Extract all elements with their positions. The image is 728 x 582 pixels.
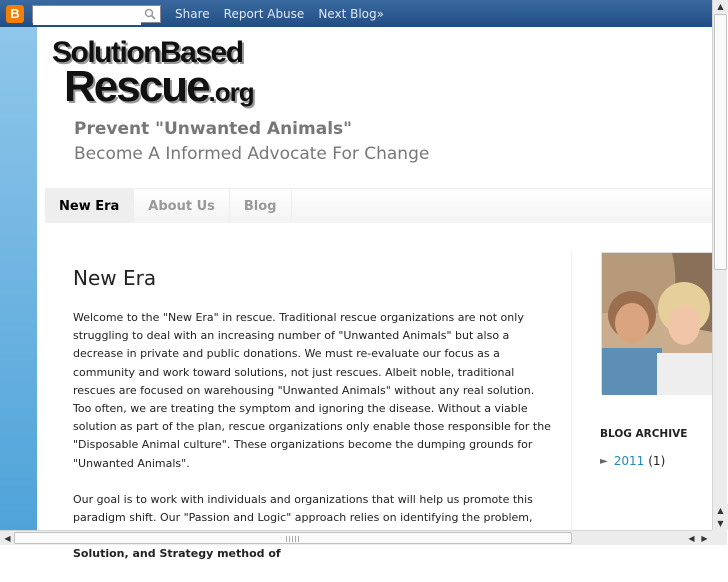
archive-year-link[interactable]: 2011 [613, 454, 645, 468]
page-tabs [45, 188, 715, 223]
archive-year-item[interactable] [600, 454, 665, 468]
left-background-strip [0, 27, 37, 530]
blog-archive-title: BLOG ARCHIVE [600, 428, 688, 440]
column-divider [571, 252, 572, 532]
post-paragraph-2: Our goal is to work with individuals and organizations that will help us promote this paradigm shift. Our "Passion and Logic" approach relies on identifying the problem, Solution, and Strategy method of [73, 492, 533, 561]
search-icon[interactable] [144, 8, 156, 20]
scroll-left-icon[interactable]: ◀ [0, 532, 15, 545]
horizontal-scrollbar[interactable] [0, 530, 712, 545]
report-abuse-link[interactable]: Report Abuse [223, 6, 305, 21]
vertical-scroll-thumb[interactable] [714, 14, 727, 270]
grip-icon [286, 536, 300, 542]
scroll-down-icon[interactable]: ▼ [713, 517, 728, 530]
search-input[interactable] [33, 9, 141, 25]
next-blog-link[interactable]: Next Blog» [318, 6, 384, 21]
expand-triangle-icon[interactable]: ► [600, 455, 608, 467]
blogger-logo-icon[interactable]: B [6, 5, 24, 23]
scrollbar-corner [712, 530, 727, 545]
tab-about-us[interactable]: About Us [134, 189, 230, 223]
search-box [32, 5, 161, 23]
blog-description-line-1: Prevent "Unwanted Animals" [74, 119, 352, 139]
blogger-navbar [0, 0, 727, 27]
share-link[interactable]: Share [175, 6, 210, 21]
logo-line-1: SolutionBased [52, 36, 243, 69]
logo-line-2: Rescue.org [64, 62, 254, 111]
scroll-up-icon[interactable]: ▲ [713, 0, 728, 13]
site-logo[interactable] [52, 36, 312, 111]
blog-description-line-2: Become A Informed Advocate For Change [74, 144, 430, 164]
profile-photo[interactable] [601, 252, 717, 394]
tab-new-era[interactable]: New Era [45, 189, 134, 223]
vertical-scrollbar[interactable] [712, 0, 727, 530]
archive-count: (1) [648, 454, 666, 468]
scroll-right-icon[interactable]: ▶ [697, 532, 712, 545]
scroll-up-small-icon[interactable]: ▲ [713, 504, 728, 517]
post-paragraph-1: Welcome to the "New Era" in rescue. Traditional rescue organizations are not only struggling to deal with an increasing number of "Unwanted Animals" but also a decrease in private and public donations. We must re-evaluate our focus as a community and work toward solutions, not just rescues. Albeit noble, traditional rescues are focused on warehousing "Unwanted Animals" without any real solution. Too often, we are treating the symptom and ignoring the disease. Without a viable solution as part of the plan, rescue organizations only enable those responsible for the "Disposable Animal culture". These organizations become the dumping grounds for "Unwanted Animals". [73, 311, 551, 470]
post-title: New Era [73, 266, 157, 290]
scroll-left-small-icon[interactable]: ◀ [684, 532, 699, 545]
tab-blog[interactable]: Blog [230, 189, 292, 223]
horizontal-scroll-thumb[interactable] [14, 532, 572, 544]
